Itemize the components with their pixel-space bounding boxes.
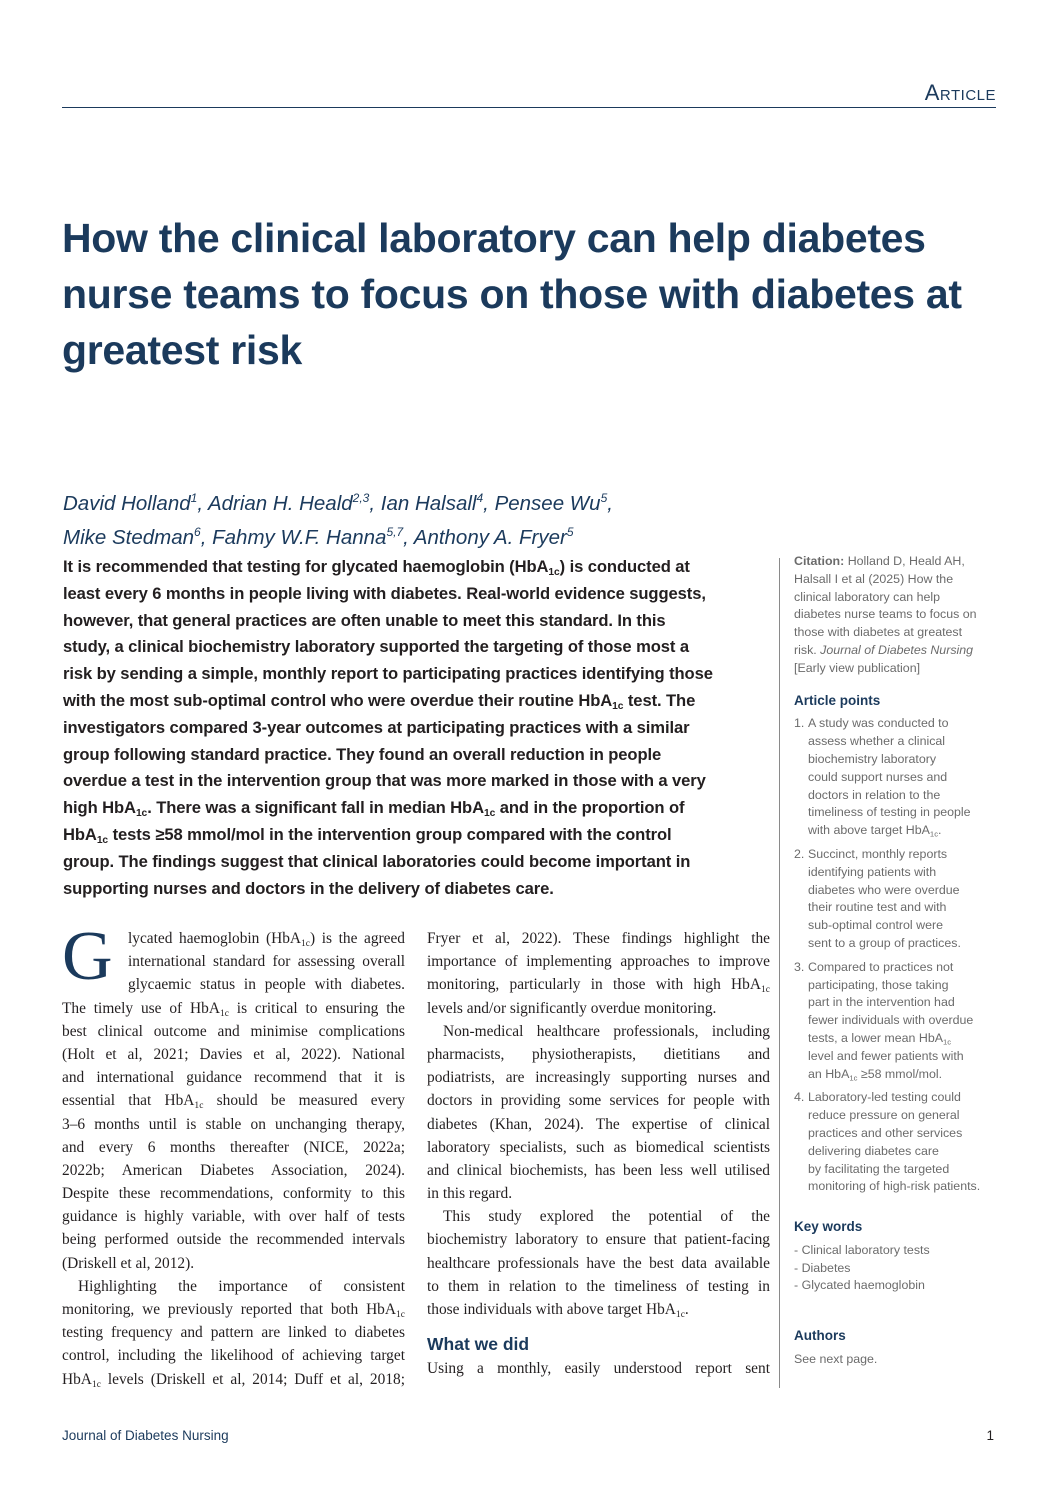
authors-heading: Authors <box>794 1328 846 1344</box>
body-text-line: doctors in providing some services for people with <box>427 1092 770 1110</box>
body-text-line: 3–6 months until is stable on unchanging therapy, <box>62 1115 405 1133</box>
header-rule <box>62 107 996 108</box>
body-text-line: Highlighting the importance of consistent <box>78 1277 405 1295</box>
article-point <box>794 846 999 953</box>
article-point-line: identifying patients with <box>808 864 937 879</box>
abstract-line: least every 6 months in people living with diabetes. Real-world evidence suggests, <box>63 583 706 603</box>
body-text-line: The timely use of HbA$_{1c}$ is critical to ensuring the <box>62 999 405 1019</box>
article-point-line: level and fewer patients with <box>808 1048 964 1063</box>
article-point-line: by facilitating the targeted <box>808 1161 950 1176</box>
body-column-1 <box>62 927 405 1391</box>
body-text-line: Using a monthly, easily understood report sent <box>427 1360 770 1378</box>
body-text-line: monitoring, we previously reported that both HbA$_{1c}$ <box>62 1301 405 1320</box>
citation-line: [Early view publication] <box>794 660 921 675</box>
key-words-heading: Key words <box>794 1219 863 1235</box>
article-point-line: with above target HbA$_{1c}$. <box>808 823 942 839</box>
article-point-line: part in the intervention had <box>808 995 955 1010</box>
body-text-line: being performed outside the recommended intervals <box>62 1231 405 1249</box>
abstract-line: supporting nurses and doctors in the delivery of diabetes care. <box>63 878 554 898</box>
sidebar <box>794 553 999 1369</box>
body-text-line: levels and/or significantly overdue monitoring. <box>427 999 717 1017</box>
page-number: 1 <box>986 1428 994 1443</box>
body-text-line: testing frequency and pattern are linked to diabetes <box>62 1324 405 1342</box>
article-point-line: Compared to practices not <box>808 959 954 974</box>
citation-lines <box>794 571 999 678</box>
body-text-line: best clinical outcome and minimise complications <box>62 1022 405 1040</box>
body-text-line: podiatrists, are increasingly supporting nurses and <box>427 1069 770 1087</box>
body-text-line: This study explored the potential of the <box>443 1208 770 1226</box>
article-point-line: diabetes who were overdue <box>808 882 960 897</box>
body-text-line: diabetes (Khan, 2024). The expertise of clinical <box>427 1115 770 1133</box>
authors-note: See next page. <box>794 1352 878 1367</box>
article-point-line: an HbA$_{1c}$ ≥58 mmol/mol. <box>808 1066 943 1082</box>
body-text-line: glycaemic status in people with diabetes. <box>128 976 405 994</box>
body-text-line: Fryer et al, 2022). These findings highlight the <box>427 930 770 947</box>
section-label: Article <box>924 80 996 105</box>
citation-line: those with diabetes at greatest <box>794 625 963 640</box>
body-column-2 <box>427 927 770 1380</box>
body-text-line: importance of implementing approaches to improve <box>427 953 770 971</box>
body-text-line: healthcare professionals have the best data available <box>427 1254 770 1272</box>
author-line-1: David Holland$^1$, Adrian H. Heald$^{2,3}$, Ian Halsall$^4$, Pensee Wu$^5$, <box>63 491 613 515</box>
citation-line: clinical laboratory can help <box>794 589 941 604</box>
abstract-line: group. The findings suggest that clinical laboratories could become important in <box>63 851 691 871</box>
abstract-line: however, that general practices are often unable to meet this standard. In this <box>63 610 666 630</box>
article-point <box>794 1089 999 1196</box>
body-text-line: international standard for assessing overall <box>128 953 405 971</box>
author-name: Anthony A. Fryer$^5$ <box>413 524 574 549</box>
article-point-line: sub-optimal control were <box>808 918 943 933</box>
abstract-line: study, a clinical biochemistry laboratory supported the targeting of those most a <box>63 637 689 657</box>
article-point-line: participating, those taking <box>808 977 949 992</box>
abstract-line: investigators compared 3-year outcomes at participating practices with a similar <box>63 717 690 737</box>
key-word: - Diabetes <box>794 1260 851 1275</box>
author-name: Adrian H. Heald$^{2,3}$ <box>207 491 370 515</box>
article-point-line: A study was conducted to <box>808 716 949 731</box>
body-text-line: guidance is highly variable, with over half of tests <box>62 1208 405 1226</box>
abstract-line: risk by sending a simple, monthly report to participating practices identifying those <box>63 664 713 684</box>
article-point-line: Laboratory-led testing could <box>808 1090 961 1105</box>
author-name: Pensee Wu$^5$ <box>494 491 608 515</box>
body-text-line: biochemistry laboratory to ensure that patient-facing <box>427 1231 770 1249</box>
article-point-line: assess whether a clinical <box>808 734 946 749</box>
citation-line: Citation: Holland D, Heald AH, <box>794 554 965 568</box>
author-name: Ian Halsall$^4$ <box>380 491 484 515</box>
citation-line: Halsall I et al (2025) How the <box>794 571 954 586</box>
body-text-line: Despite these recommendations, conformity to this <box>62 1185 405 1203</box>
body-text-line: laboratory specialists, such as biomedical scientists <box>427 1138 770 1156</box>
article-point-line: timeliness of testing in people <box>808 805 971 820</box>
author-name: Fahmy W.F. Hanna$^{5,7}$ <box>212 524 404 549</box>
body-column-2-top <box>427 927 770 1321</box>
article-point-number: 2. <box>794 846 805 861</box>
key-word: - Glycated haemoglobin <box>794 1278 925 1293</box>
author-name: David Holland$^1$ <box>63 491 198 515</box>
article-point-number: 3. <box>794 959 805 974</box>
abstract-line: HbA$_{1c}$ tests ≥58 mmol/mol in the intervention group compared with the control <box>63 824 672 847</box>
body-text-line: Non-medical healthcare professionals, including <box>443 1022 770 1040</box>
author-line-2: Mike Stedman$^6$, Fahmy W.F. Hanna$^{5,7}$, Anthony A. Fryer$^5$ <box>63 524 574 549</box>
body-text-line: HbA$_{1c}$ levels (Driskell et al, 2014; Duff et al, 2018; <box>62 1370 405 1390</box>
citation-label: Citation: <box>794 554 845 568</box>
citation-block <box>794 553 999 678</box>
abstract-line: overdue a test in the intervention group that was more marked in those with a very <box>63 771 706 791</box>
article-point <box>794 715 999 840</box>
abstract-line: with the most sub-optimal control who were overdue their routine HbA$_{1c}$ test. The <box>63 690 696 713</box>
article-point-line: Succinct, monthly reports <box>808 846 948 861</box>
body-column-2-bottom <box>427 1357 770 1380</box>
article-point-line: doctors in relation to the <box>808 787 941 802</box>
body-text-line: and every 6 months thereafter (NICE, 2022a; <box>62 1138 405 1156</box>
author-list <box>63 484 753 552</box>
abstract-line: group following standard practice. They found an overall reduction in people <box>63 744 662 764</box>
body-text-line: and clinical biochemists, has been less well utilised <box>427 1161 770 1179</box>
sidebar-rule <box>779 558 780 1388</box>
article-points-heading: Article points <box>794 692 881 708</box>
article-point-line: could support nurses and <box>808 769 948 784</box>
body-text-line: in this regard. <box>427 1185 513 1203</box>
body-text-line: monitoring, particularly in those with high HbA$_{1c}$ <box>427 976 770 996</box>
article-point-number: 4. <box>794 1090 805 1105</box>
body-text-line: 2022b; American Diabetes Association, 2024). <box>62 1161 405 1179</box>
article-points-list <box>794 715 999 1196</box>
body-text-line: essential that HbA$_{1c}$ should be measured every <box>62 1092 405 1112</box>
body-text-line: and international guidance recommend that it is <box>62 1069 405 1087</box>
body-text-line: control, including the likelihood of achieving target <box>62 1347 405 1365</box>
author-name: Mike Stedman$^6$ <box>63 524 201 549</box>
article-point-line: delivering diabetes care <box>808 1143 939 1158</box>
section-heading-what-we-did: What we did <box>427 1334 530 1355</box>
article-point-line: monitoring of high-risk patients. <box>808 1179 981 1194</box>
article-point-line: their routine test and with <box>808 900 947 915</box>
citation-line: diabetes nurse teams to focus on <box>794 607 977 622</box>
abstract <box>63 554 765 902</box>
footer-journal-name: Journal of Diabetes Nursing <box>62 1428 229 1443</box>
abstract-line: high HbA$_{1c}$. There was a significant fall in median HbA$_{1c}$ and in the proportion of <box>63 798 685 820</box>
article-point-line: reduce pressure on general <box>808 1108 960 1123</box>
article-point-line: practices and other services <box>808 1125 963 1140</box>
abstract-line: It is recommended that testing for glycated haemoglobin (HbA$_{1c}$) is conducted at <box>63 557 690 579</box>
article-point-number: 1. <box>794 716 805 731</box>
body-text-line: to them in relation to the timeliness of testing in <box>427 1277 770 1295</box>
body-text-line: those individuals with above target HbA$_{1c}$. <box>427 1301 689 1320</box>
key-words-list <box>794 1242 999 1295</box>
article-title: How the clinical laboratory can help diabetes nurse teams to focus on those with diabetes at greatest risk <box>62 215 962 373</box>
article-point-line: tests, a lower mean HbA$_{1c}$ <box>808 1030 952 1047</box>
body-text-line: (Holt et al, 2021; Davies et al, 2022). National <box>62 1045 405 1063</box>
article-point-line: biochemistry laboratory <box>808 751 937 766</box>
body-text-line: pharmacists, physiotherapists, dietitians and <box>427 1045 770 1063</box>
drop-cap: G <box>62 918 113 995</box>
citation-line: risk. Journal of Diabetes Nursing <box>794 642 974 657</box>
body-text-line: lycated haemoglobin (HbA$_{1c}$) is the agreed <box>128 930 405 949</box>
article-point-line: fewer individuals with overdue <box>808 1013 974 1028</box>
key-word: - Clinical laboratory tests <box>794 1242 930 1257</box>
article-point <box>794 959 999 1084</box>
article-point-line: sent to a group of practices. <box>808 935 961 950</box>
body-text-line: (Driskell et al, 2012). <box>62 1254 195 1272</box>
